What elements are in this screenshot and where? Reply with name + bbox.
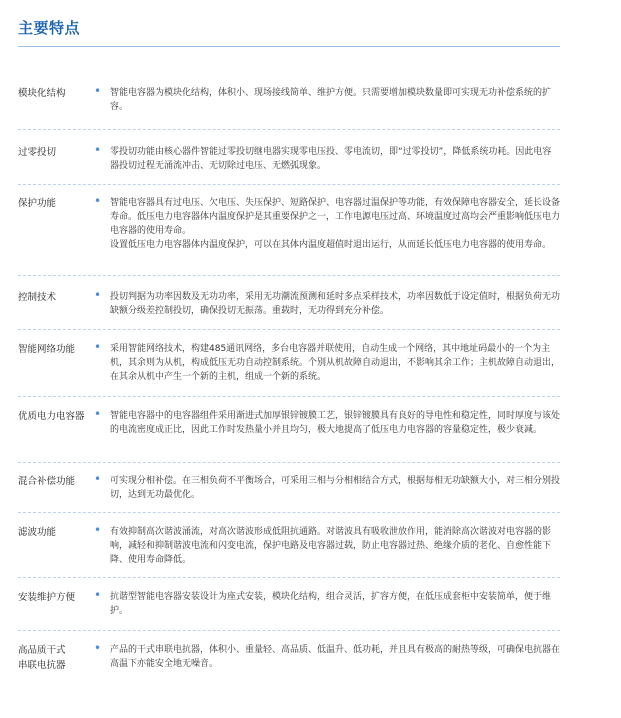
feature-description: 智能电容器具有过电压、欠电压、失压保护、短路保护、电容器过温保护等功能，有效保障电容器安全，延长设备寿命。低压电力电容器体内温度保护是其重要保护之一，工作电源电压过高、环境温度过高均会严重影响低压电力电容器的使用寿命。 设置低压电力电容器体内温度保护，可以在其体内温度超值时退出运行，从而延长低压电力电容器的使用寿命。 <box>110 198 561 250</box>
feature-label: 智能网络功能 <box>18 344 76 355</box>
row-divider <box>18 184 560 185</box>
feature-description: 投切判据为功率因数及无功功率，采用无功潮流预测和延时多点采样技术，功率因数低于设定值时，根据负荷无功缺额分级差控制投切，确保投切无振荡。重载时，无功得到充分补偿。 <box>110 292 561 316</box>
bullet-icon: • <box>94 143 102 157</box>
bullet-icon: • <box>94 194 102 208</box>
feature-label: 安装维护方便 <box>18 592 76 603</box>
bullet-icon: • <box>94 641 102 655</box>
page-title: 主要特点 <box>18 19 81 37</box>
feature-description: 智能电容器中的电容器组件采用渐进式加厚银锌镀膜工艺，银锌镀膜具有良好的导电性和稳定性，同时厚度与该处的电流密度成正比，因此工作时发热量小并且均匀，极大地提高了低压电力电容器的容量稳定性，极少衰减。 <box>110 411 561 435</box>
feature-description: 有效抑制高次谐波涌流，对高次谐波形成低阻抗通路。对谐波具有吸收泄放作用，能消除高次谐波对电容器的影响，减轻和抑制谐波电流和闪变电流，保护电路及电容器过载，防止电容器过热、绝缘介质的老化、自愈性能下降、使用寿命降低。 <box>110 527 552 565</box>
row-divider <box>18 462 560 463</box>
row-divider <box>18 275 560 276</box>
row-divider <box>18 129 560 130</box>
feature-label: 优质电力电容器 <box>18 411 85 422</box>
bullet-icon: • <box>94 588 102 602</box>
row-divider <box>18 329 560 330</box>
feature-label: 模块化结构 <box>18 88 66 99</box>
feature-description: 采用智能网络技术，构建485通讯网络，多台电容器并联使用，自动生成一个网络，其中地址码最小的一个为主机，其余则为从机，构成低压无功自动控制系统。个别从机故障自动退出，不影响其余工作；主机故障自动退出，在其余从机中产生一个新的主机，组成一个新的系统。 <box>110 344 561 382</box>
bullet-icon: • <box>94 340 102 354</box>
feature-label: 高品质干式 串联电抗器 <box>18 645 66 671</box>
row-divider <box>18 630 560 631</box>
feature-description: 抗谐型智能电容器安装设计为座式安装，模块化结构，组合灵活，扩容方便，在低压成套柜中安装简单，便于维护。 <box>110 592 552 616</box>
row-divider <box>18 512 560 513</box>
bullet-icon: • <box>94 407 102 421</box>
feature-label: 控制技术 <box>18 292 57 303</box>
title-divider <box>18 46 560 47</box>
feature-label: 保护功能 <box>18 198 57 209</box>
feature-label: 过零投切 <box>18 147 57 158</box>
bullet-icon: • <box>94 84 102 98</box>
feature-description: 可实现分相补偿。在三相负荷不平衡场合，可采用三相与分相相结合方式，根据每相无功缺额大小，对三相分别投切，达到无功最优化。 <box>110 476 561 500</box>
bullet-icon: • <box>94 523 102 537</box>
feature-label: 滤波功能 <box>18 527 57 538</box>
feature-label: 混合补偿功能 <box>18 476 76 487</box>
row-divider <box>18 577 560 578</box>
bullet-icon: • <box>94 472 102 486</box>
row-divider <box>18 396 560 397</box>
feature-description: 产品的干式串联电抗器，体积小、重量轻、高品质、低温升、低功耗，并且具有极高的耐热等级，可确保电抗器在高温下亦能安全地无噪音。 <box>110 645 561 669</box>
feature-description: 智能电容器为模块化结构，体积小、现场接线简单、维护方便。只需要增加模块数量即可实现无功补偿系统的扩容。 <box>110 88 552 112</box>
bullet-icon: • <box>94 288 102 302</box>
feature-description: 零投切功能由核心器件智能过零投切继电器实现零电压投、零电流切，即“过零投切”，降低系统功耗。因此电容器投切过程无涌流冲击、无切除过电压、无燃弧现象。 <box>110 147 552 171</box>
